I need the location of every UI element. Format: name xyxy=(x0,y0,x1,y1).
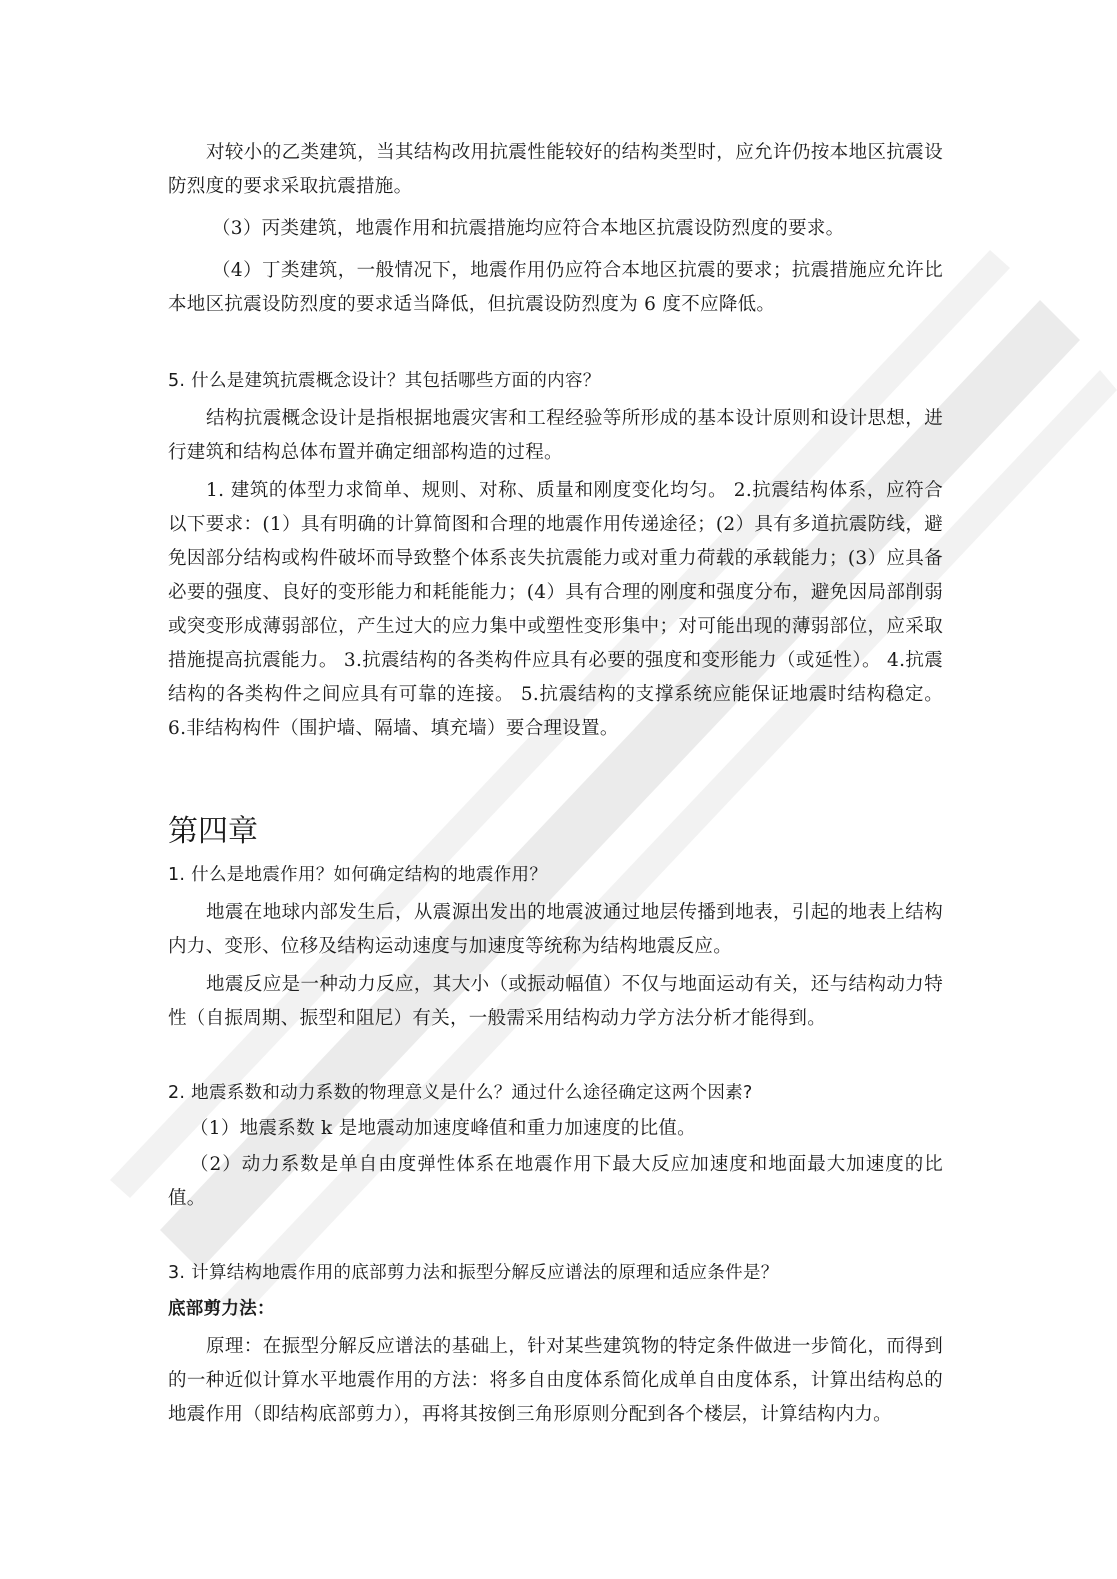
paragraph: （4）丁类建筑，一般情况下，地震作用仍应符合本地区抗震的要求；抗震措施应允许比本地区抗震设防烈度的要求适当降低，但抗震设防烈度为 6 度不应降低。 xyxy=(168,260,943,315)
chapter-title: 第四章 xyxy=(168,814,258,849)
paragraph: （1）地震系数 k 是地震动加速度峰值和重力加速度的比值。 xyxy=(190,1118,696,1139)
paragraph: （2）动力系数是单自由度弹性体系在地震作用下最大反应加速度和地面最大加速度的比值。 xyxy=(168,1154,943,1209)
question-heading: 5. 什么是建筑抗震概念设计？其包括哪些方面的内容？ xyxy=(168,371,601,391)
paragraph: 对较小的乙类建筑，当其结构改用抗震性能较好的结构类型时，应允许仍按本地区抗震设防烈度的要求采取抗震措施。 xyxy=(168,142,943,197)
section-heading: 底部剪力法： xyxy=(168,1299,275,1319)
paragraph: 原理：在振型分解反应谱法的基础上，针对某些建筑物的特定条件做进一步简化，而得到的一种近似计算水平地震作用的方法：将多自由度体系简化成单自由度体系，计算出结构总的地震作用（即结构底部剪力），再将其按倒三角形原则分配到各个楼层，计算结构内力。 xyxy=(168,1336,943,1425)
question-heading: 3. 计算结构地震作用的底部剪力法和振型分解反应谱法的原理和适应条件是？ xyxy=(168,1263,779,1283)
question-heading: 2. 地震系数和动力系数的物理意义是什么？通过什么途径确定这两个因素? xyxy=(168,1083,753,1103)
paragraph: （3）丙类建筑，地震作用和抗震措施均应符合本地区抗震设防烈度的要求。 xyxy=(212,218,845,239)
document-body xyxy=(168,136,943,1432)
question-heading: 1. 什么是地震作用？如何确定结构的地震作用？ xyxy=(168,865,548,885)
paragraph: 1. 建筑的体型力求简单、规则、对称、质量和刚度变化均匀。 2.抗震结构体系，应符合以下要求：(1）具有明确的计算简图和合理的地震作用传递途径；(2）具有多道抗震防线，避免因部分结构或构件破坏而导致整个体系丧失抗震能力或对重力荷载的承载能力；(3）应具备必要的强度、良好的变形能力和耗能能力；(4）具有合理的刚度和强度分布，避免因局部削弱或突变形成薄弱部位，产生过大的应力集中或塑性变形集中；对可能出现的薄弱部位，应采取措施提高抗震能力。 3.抗震结构的各类构件应具有必要的强度和变形能力（或延性）。 4.抗震结构的各类构件之间应具有可靠的连接。 5.抗震结构的支撑系统应能保证地震时结构稳定。 6.非结构构件（围护墙、隔墙、填充墙）要合理设置。 xyxy=(168,480,943,739)
paragraph: 结构抗震概念设计是指根据地震灾害和工程经验等所形成的基本设计原则和设计思想，进行建筑和结构总体布置并确定细部构造的过程。 xyxy=(168,408,943,463)
paragraph: 地震反应是一种动力反应，其大小（或振动幅值）不仅与地面运动有关，还与结构动力特性（自振周期、振型和阻尼）有关，一般需采用结构动力学方法分析才能得到。 xyxy=(168,974,943,1029)
paragraph: 地震在地球内部发生后，从震源出发出的地震波通过地层传播到地表，引起的地表上结构内力、变形、位移及结构运动速度与加速度等统称为结构地震反应。 xyxy=(168,902,943,957)
